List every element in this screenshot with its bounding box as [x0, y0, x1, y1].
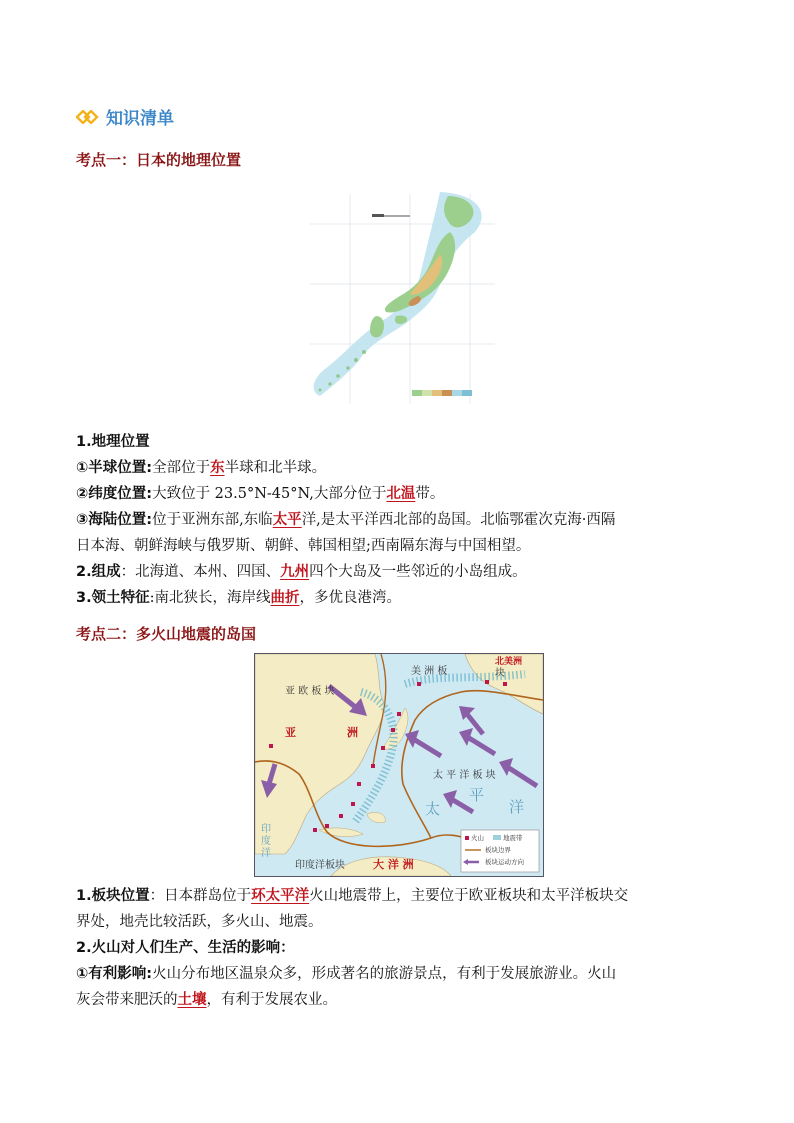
svg-text:板块运动方向: 板块运动方向 [485, 858, 524, 866]
answer-soil: 土壤 [177, 991, 207, 1008]
benefit-line-cont: 灰会带来肥沃的土壤，有利于发展农业。 [76, 991, 337, 1008]
label-kuai: 块 [495, 668, 505, 679]
label-american-plate: 美 洲 板 [411, 666, 448, 677]
hemisphere-line: ①半球位置:全部位于东半球和北半球。 [76, 459, 327, 476]
label-oceania: 大 洋 洲 [373, 858, 414, 871]
label-indian-plate: 印度洋板块 [295, 860, 345, 871]
latitude-line: ②纬度位置:大致位于 23.5°N-45°N,大部分位于北温带。 [76, 485, 445, 502]
topic2-title: 考点二：多火山地震的岛国 [76, 625, 257, 643]
label-pacific-plate: 太 平 洋 板 块 [433, 770, 496, 781]
answer-ring-of-fire: 环太平洋 [251, 887, 310, 904]
label-asia-a: 亚 [285, 726, 296, 739]
label-eurasian-plate: 亚 欧 板 块 [285, 686, 335, 697]
answer-east: 东 [210, 459, 225, 476]
plate-tectonics-map [254, 653, 544, 877]
answer-north-temperate: 北温 [386, 485, 416, 502]
label-north-america: 北美洲 [495, 657, 523, 667]
label-asia-b: 洲 [347, 726, 358, 739]
label-pacific-a: 太 [425, 800, 441, 818]
map-legend [461, 830, 539, 872]
benefit-line: ①有利影响:火山分布地区温泉众多，形成著名的旅游景点，有利于发展旅游业。火山 [76, 966, 617, 982]
answer-winding: 曲折 [270, 589, 300, 606]
svg-text:火山: 火山 [471, 834, 484, 842]
plate-position-cont: 界处，地壳比较活跃，多火山、地震。 [76, 914, 323, 930]
territory-line: 3.领土特征:南北狭长，海岸线曲折，多优良港湾。 [76, 589, 401, 606]
subsection-location: 1.地理位置 [76, 434, 150, 450]
composition-line: 2.组成：北海道、本州、四国、九州四个大岛及一些邻近的小岛组成。 [76, 563, 527, 580]
answer-kyushu: 九州 [280, 563, 310, 580]
plate-position-line: 1.板块位置：日本群岛位于环太平洋火山地震带上，主要位于欧亚板块和太平洋板块交 [76, 887, 629, 904]
svg-text:地震带: 地震带 [503, 834, 523, 842]
volcano-impact-title: 2.火山对人们生产、生活的影响： [76, 940, 295, 956]
japan-map [290, 184, 500, 410]
sea-land-line-cont: 日本海、朝鲜海峡与俄罗斯、朝鲜、韩国相望;西南隔东海与中国相望。 [76, 538, 531, 554]
svg-text:板块边界: 板块边界 [485, 846, 511, 854]
label-pacific-c: 洋 [509, 798, 525, 816]
sea-land-line: ③海陆位置:位于亚洲东部,东临太平洋,是太平洋西北部的岛国。北临鄂霍次克海·西隔 [76, 511, 616, 528]
label-pacific-b: 平 [469, 786, 485, 804]
section-header [76, 104, 174, 129]
topic1-title: 考点一：日本的地理位置 [76, 151, 242, 169]
section-title: 知识清单 [106, 109, 174, 129]
answer-pacific: 太平 [272, 511, 302, 528]
label-indian-ocean: 印度洋 [261, 824, 271, 859]
double-diamond-icon [76, 110, 100, 124]
